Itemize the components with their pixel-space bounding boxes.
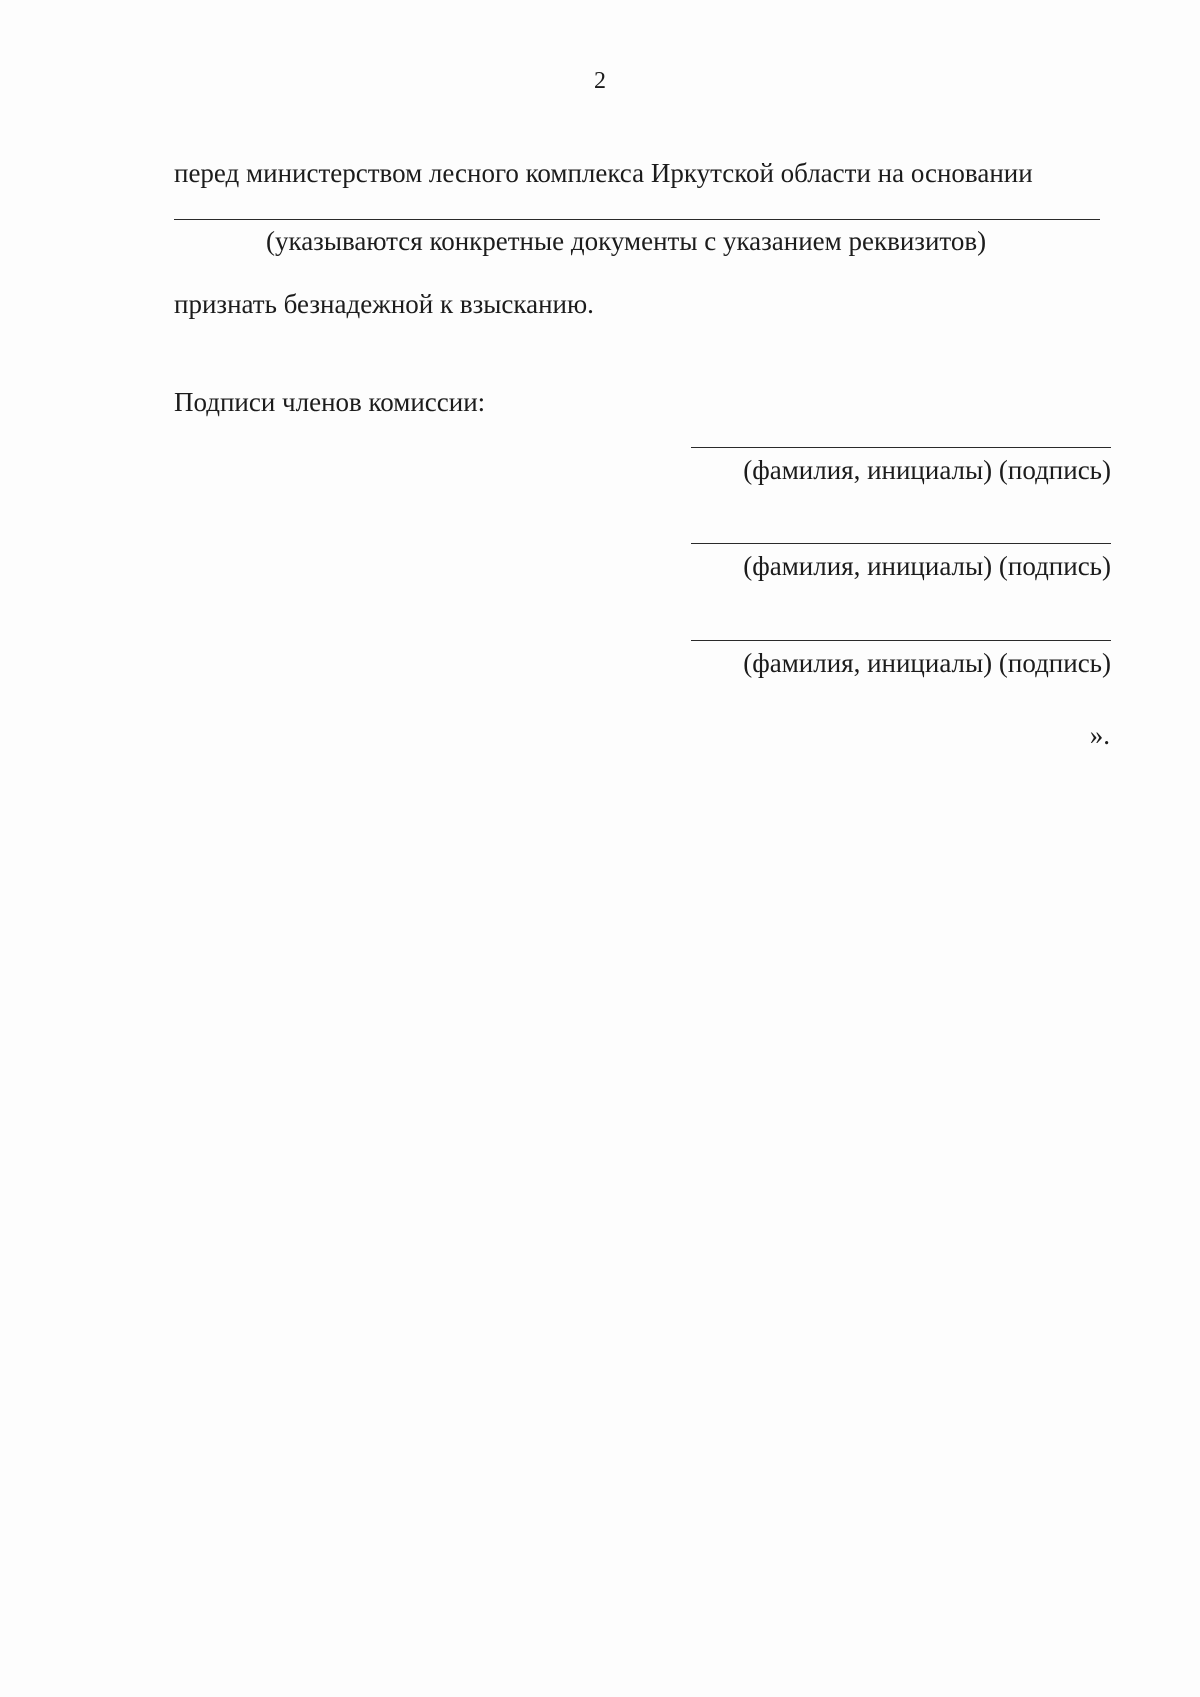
signature-block xyxy=(691,543,1111,580)
signature-caption: (фамилия, инициалы) (подпись) xyxy=(743,551,1111,581)
decision-line: признать безнадежной к взысканию. xyxy=(174,289,594,319)
signature-caption: (фамилия, инициалы) (подпись) xyxy=(743,455,1111,485)
documents-hint: (указываются конкретные документы с указанием реквизитов) xyxy=(266,226,987,256)
signature-fill-line xyxy=(691,543,1111,544)
page-number: 2 xyxy=(594,68,606,94)
documents-fill-line xyxy=(174,219,1100,220)
closing-quote-mark: ». xyxy=(1089,720,1110,750)
signature-block xyxy=(691,447,1111,484)
signature-caption: (фамилия, инициалы) (подпись) xyxy=(743,648,1111,678)
signature-block xyxy=(691,640,1111,677)
signatures-heading: Подписи членов комиссии: xyxy=(174,387,486,417)
signature-fill-line xyxy=(691,640,1111,641)
intro-line: перед министерством лесного комплекса Иркутской области на основании xyxy=(174,158,1033,188)
signature-fill-line xyxy=(691,447,1111,448)
